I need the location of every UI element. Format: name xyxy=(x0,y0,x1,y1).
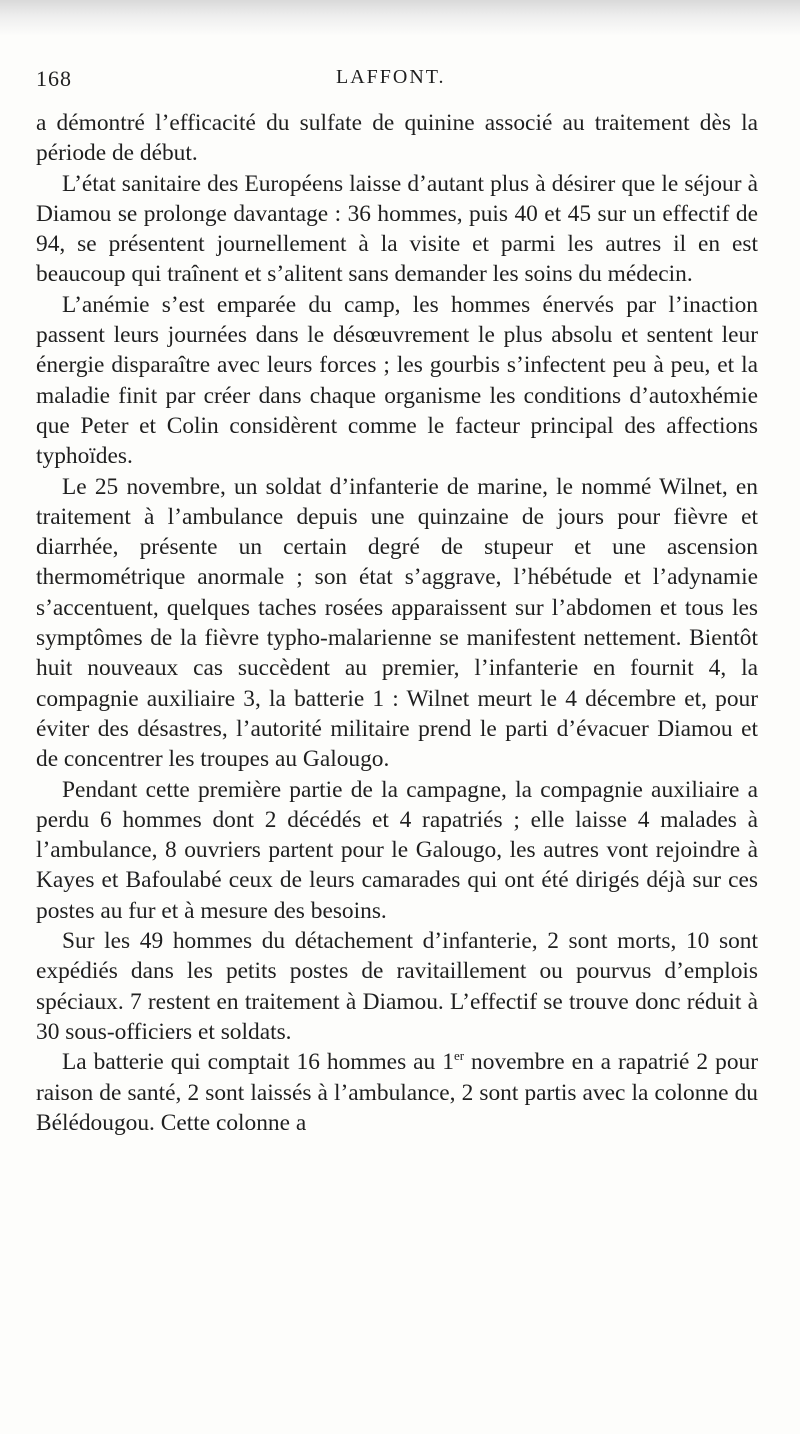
ordinal-superscript: er xyxy=(453,1048,465,1064)
running-head: LAFFONT. xyxy=(336,66,446,88)
scan-top-shadow xyxy=(0,0,800,36)
paragraph-auxiliary-company: Pendant cette première partie de la campagne, la compagnie auxiliaire a perdu 6 hommes dont 2 décédés et 4 rapatriés ; elle laisse 4 malades à l’ambulance, 8 ouvriers partent pour le Galougo, les autres vont rejoindre à Kayes et Bafoulabé ceux de leurs camarades qui ont été dirigés déjà sur ces postes au fur et à mesure des besoins. xyxy=(36,776,758,924)
paragraph-battery xyxy=(36,1047,758,1138)
paragraph-wilnet-case: Le 25 novembre, un soldat d’infanterie de marine, le nommé Wilnet, en traitement à l’ambulance depuis une quinzaine de jours pour fièvre et diarrhée, présente un certain degré de stupeur et une ascension thermométrique anormale ; son état s’aggrave, l’hébétude et l’adynamie s’accentuent, quelques taches rosées apparaissent sur l’abdomen et tous les symptômes de la fièvre typho-malarienne se manifestent nettement. Bientôt huit nouveaux cas succèdent au premier, l’infanterie en fournit 4, la compagnie auxiliaire 3, la batterie 1 : Wilnet meurt le 4 décembre et, pour éviter des désastres, l’autorité militaire prend le parti d’évacuer Diamou et de concentrer les troupes au Galougo. xyxy=(36,473,758,773)
page-header xyxy=(36,66,758,96)
paragraph-continuation: a démontré l’efficacité du sulfate de quinine associé au traitement dès la période de début. xyxy=(36,110,758,167)
page-number: 168 xyxy=(36,66,72,91)
battery-text-start: La batterie qui comptait 16 hommes au 1 xyxy=(62,1049,454,1076)
paragraph-sanitary-state: L’état sanitaire des Européens laisse d’autant plus à désirer que le séjour à Diamou se prolonge davantage : 36 hommes, puis 40 et 45 sur un effectif de 94, se présentent journellement à la visite et parmi les autres il en est beaucoup qui traînent et s’alitent sans demander les soins du médecin. xyxy=(36,170,758,288)
body-text xyxy=(36,108,758,1138)
paragraph-infantry-detachment: Sur les 49 hommes du détachement d’infanterie, 2 sont morts, 10 sont expédiés dans les petits postes de ravitaillement ou pourvus d’emplois spéciaux. 7 restent en traitement à Diamou. L’effectif se trouve donc réduit à 30 sous-officiers et soldats. xyxy=(36,928,758,1045)
battery-text-end: novembre en a rapatrié 2 pour raison de santé, 2 sont laissés à l’ambulance, 2 sont partis avec la colonne du Bélédougou. Cette colonne a xyxy=(36,1049,759,1136)
paragraph-anemia: L’anémie s’est emparée du camp, les hommes énervés par l’inaction passent leurs journées dans le désœuvrement le plus absolu et sentent leur énergie disparaître avec leurs forces ; les gourbis s’infectent peu à peu, et la maladie finit par créer dans chaque organisme les conditions d’autoxhémie que Peter et Colin considèrent comme le facteur principal des affections typhoïdes. xyxy=(36,291,758,470)
